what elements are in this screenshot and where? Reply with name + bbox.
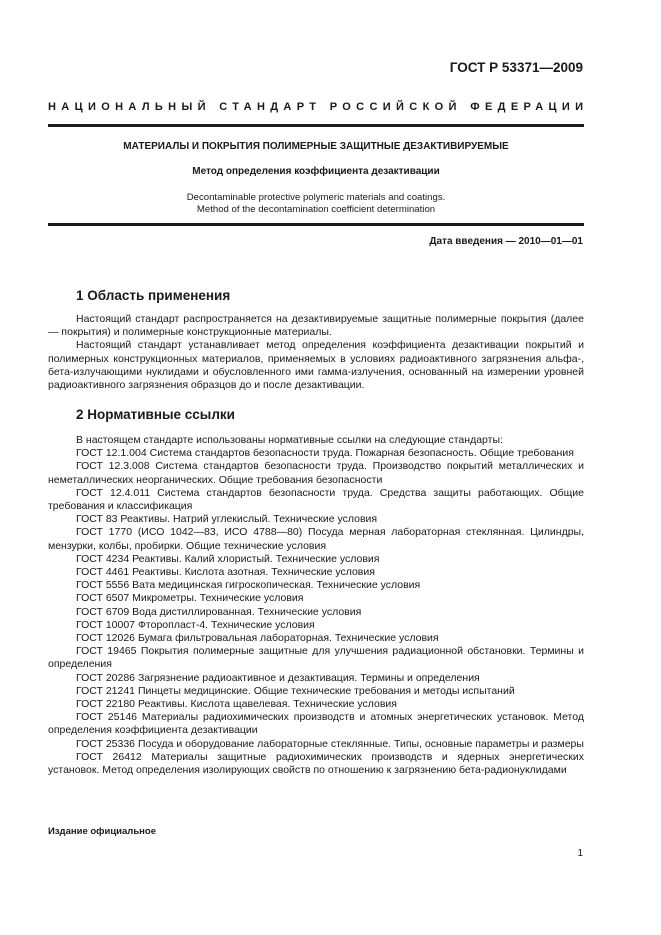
section-2-heading: 2 Нормативные ссылки: [76, 407, 235, 422]
page-number: 1: [577, 848, 583, 859]
reference-item: ГОСТ 19465 Покрытия полимерные защитные для улучшения радиационной обстановки. Термины и определения: [48, 645, 584, 671]
reference-item: ГОСТ 26412 Материалы защитные радиохимических производств и ядерных энергетических установок. Метод определения изолирующих свойств по отношению к загрязнению бета-радионуклидами: [48, 750, 584, 777]
edition-label: Издание официальное: [48, 826, 156, 837]
introduction-date: Дата введения — 2010—01—01: [429, 236, 583, 247]
title-en-line-2: Method of the decontamination coefficient determination: [196, 204, 436, 215]
reference-item: ГОСТ 12.4.011 Система стандартов безопасности труда. Средства защиты работающих. Общие требования и классификация: [48, 486, 584, 513]
title-en-line-1: Decontaminable protective polymeric materials and coatings.: [186, 192, 446, 203]
section-2-body: [48, 434, 584, 777]
paragraph: Настоящий стандарт устанавливает метод определения коэффициента дезактивации покрытий и полимерных конструкционных материалов, применяемых в условиях радиоактивного загрязнения альфа-, бета-излучающими нуклидами и обусловленного ими гамма-излучения, основанный на измерении уровней радиоактивного загрязнения образцов до и после дезактивации.: [48, 339, 584, 392]
section-1-body: [48, 313, 584, 392]
paragraph: Настоящий стандарт распространяется на дезактивируемые защитные полимерные покрытия (далее — покрытия) и полимерные конструкционные материалы.: [48, 313, 584, 339]
section-1-heading: 1 Область применения: [76, 288, 231, 303]
reference-item: ГОСТ 5556 Вата медицинская гигроскопическая. Технические условия: [76, 579, 421, 592]
reference-item: ГОСТ 6507 Микрометры. Технические условия: [76, 592, 304, 605]
reference-item: ГОСТ 12.3.008 Система стандартов безопасности труда. Производство покрытий металлических и неметаллических неорганических. Общие требования безопасности: [48, 460, 584, 486]
reference-item: ГОСТ 1770 (ИСО 1042—83, ИСО 4788—80) Посуда мерная лабораторная стеклянная. Цилиндры, мензурки, колбы, пробирки. Общие технические условия: [48, 526, 584, 552]
title-ru: МАТЕРИАЛЫ И ПОКРЫТИЯ ПОЛИМЕРНЫЕ ЗАЩИТНЫЕ ДЕЗАКТИВИРУЕМЫЕ: [123, 141, 509, 152]
reference-item: ГОСТ 12.1.004 Система стандартов безопасности труда. Пожарная безопасность. Общие требования: [76, 447, 574, 460]
reference-item: ГОСТ 22180 Реактивы. Кислота щавелевая. Технические условия: [76, 698, 397, 711]
reference-item: ГОСТ 4461 Реактивы. Кислота азотная. Технические условия: [76, 566, 375, 579]
reference-item: ГОСТ 21241 Пинцеты медицинские. Общие технические требования и методы испытаний: [76, 684, 515, 697]
bottom-rule: [48, 223, 584, 226]
reference-item: ГОСТ 25336 Посуда и оборудование лабораторные стеклянные. Типы, основные параметры и размеры: [76, 737, 584, 750]
document-number: ГОСТ Р 53371—2009: [449, 60, 583, 75]
paragraph: В настоящем стандарте использованы нормативные ссылки на следующие стандарты:: [76, 434, 503, 446]
reference-item: ГОСТ 12026 Бумага фильтровальная лабораторная. Технические условия: [76, 632, 439, 645]
top-rule: [48, 124, 584, 127]
reference-item: ГОСТ 6709 Вода дистиллированная. Технические условия: [76, 605, 362, 618]
national-standard-banner: НАЦИОНАЛЬНЫЙ СТАНДАРТ РОССИЙСКОЙ ФЕДЕРАЦИИ: [48, 101, 589, 113]
title-en: [48, 192, 584, 216]
reference-item: ГОСТ 83 Реактивы. Натрий углекислый. Технические условия: [76, 513, 378, 526]
reference-item: ГОСТ 10007 Фторопласт-4. Технические условия: [76, 618, 315, 631]
reference-item: ГОСТ 4234 Реактивы. Калий хлористый. Технические условия: [76, 552, 380, 565]
reference-item: ГОСТ 20286 Загрязнение радиоактивное и дезактивация. Термины и определения: [76, 671, 480, 684]
subtitle-ru: Метод определения коэффициента дезактивации: [192, 166, 440, 177]
reference-item: ГОСТ 25146 Материалы радиохимических производств и атомных энергетических установок. Метод определения коэффициента дезактивации: [48, 711, 584, 737]
